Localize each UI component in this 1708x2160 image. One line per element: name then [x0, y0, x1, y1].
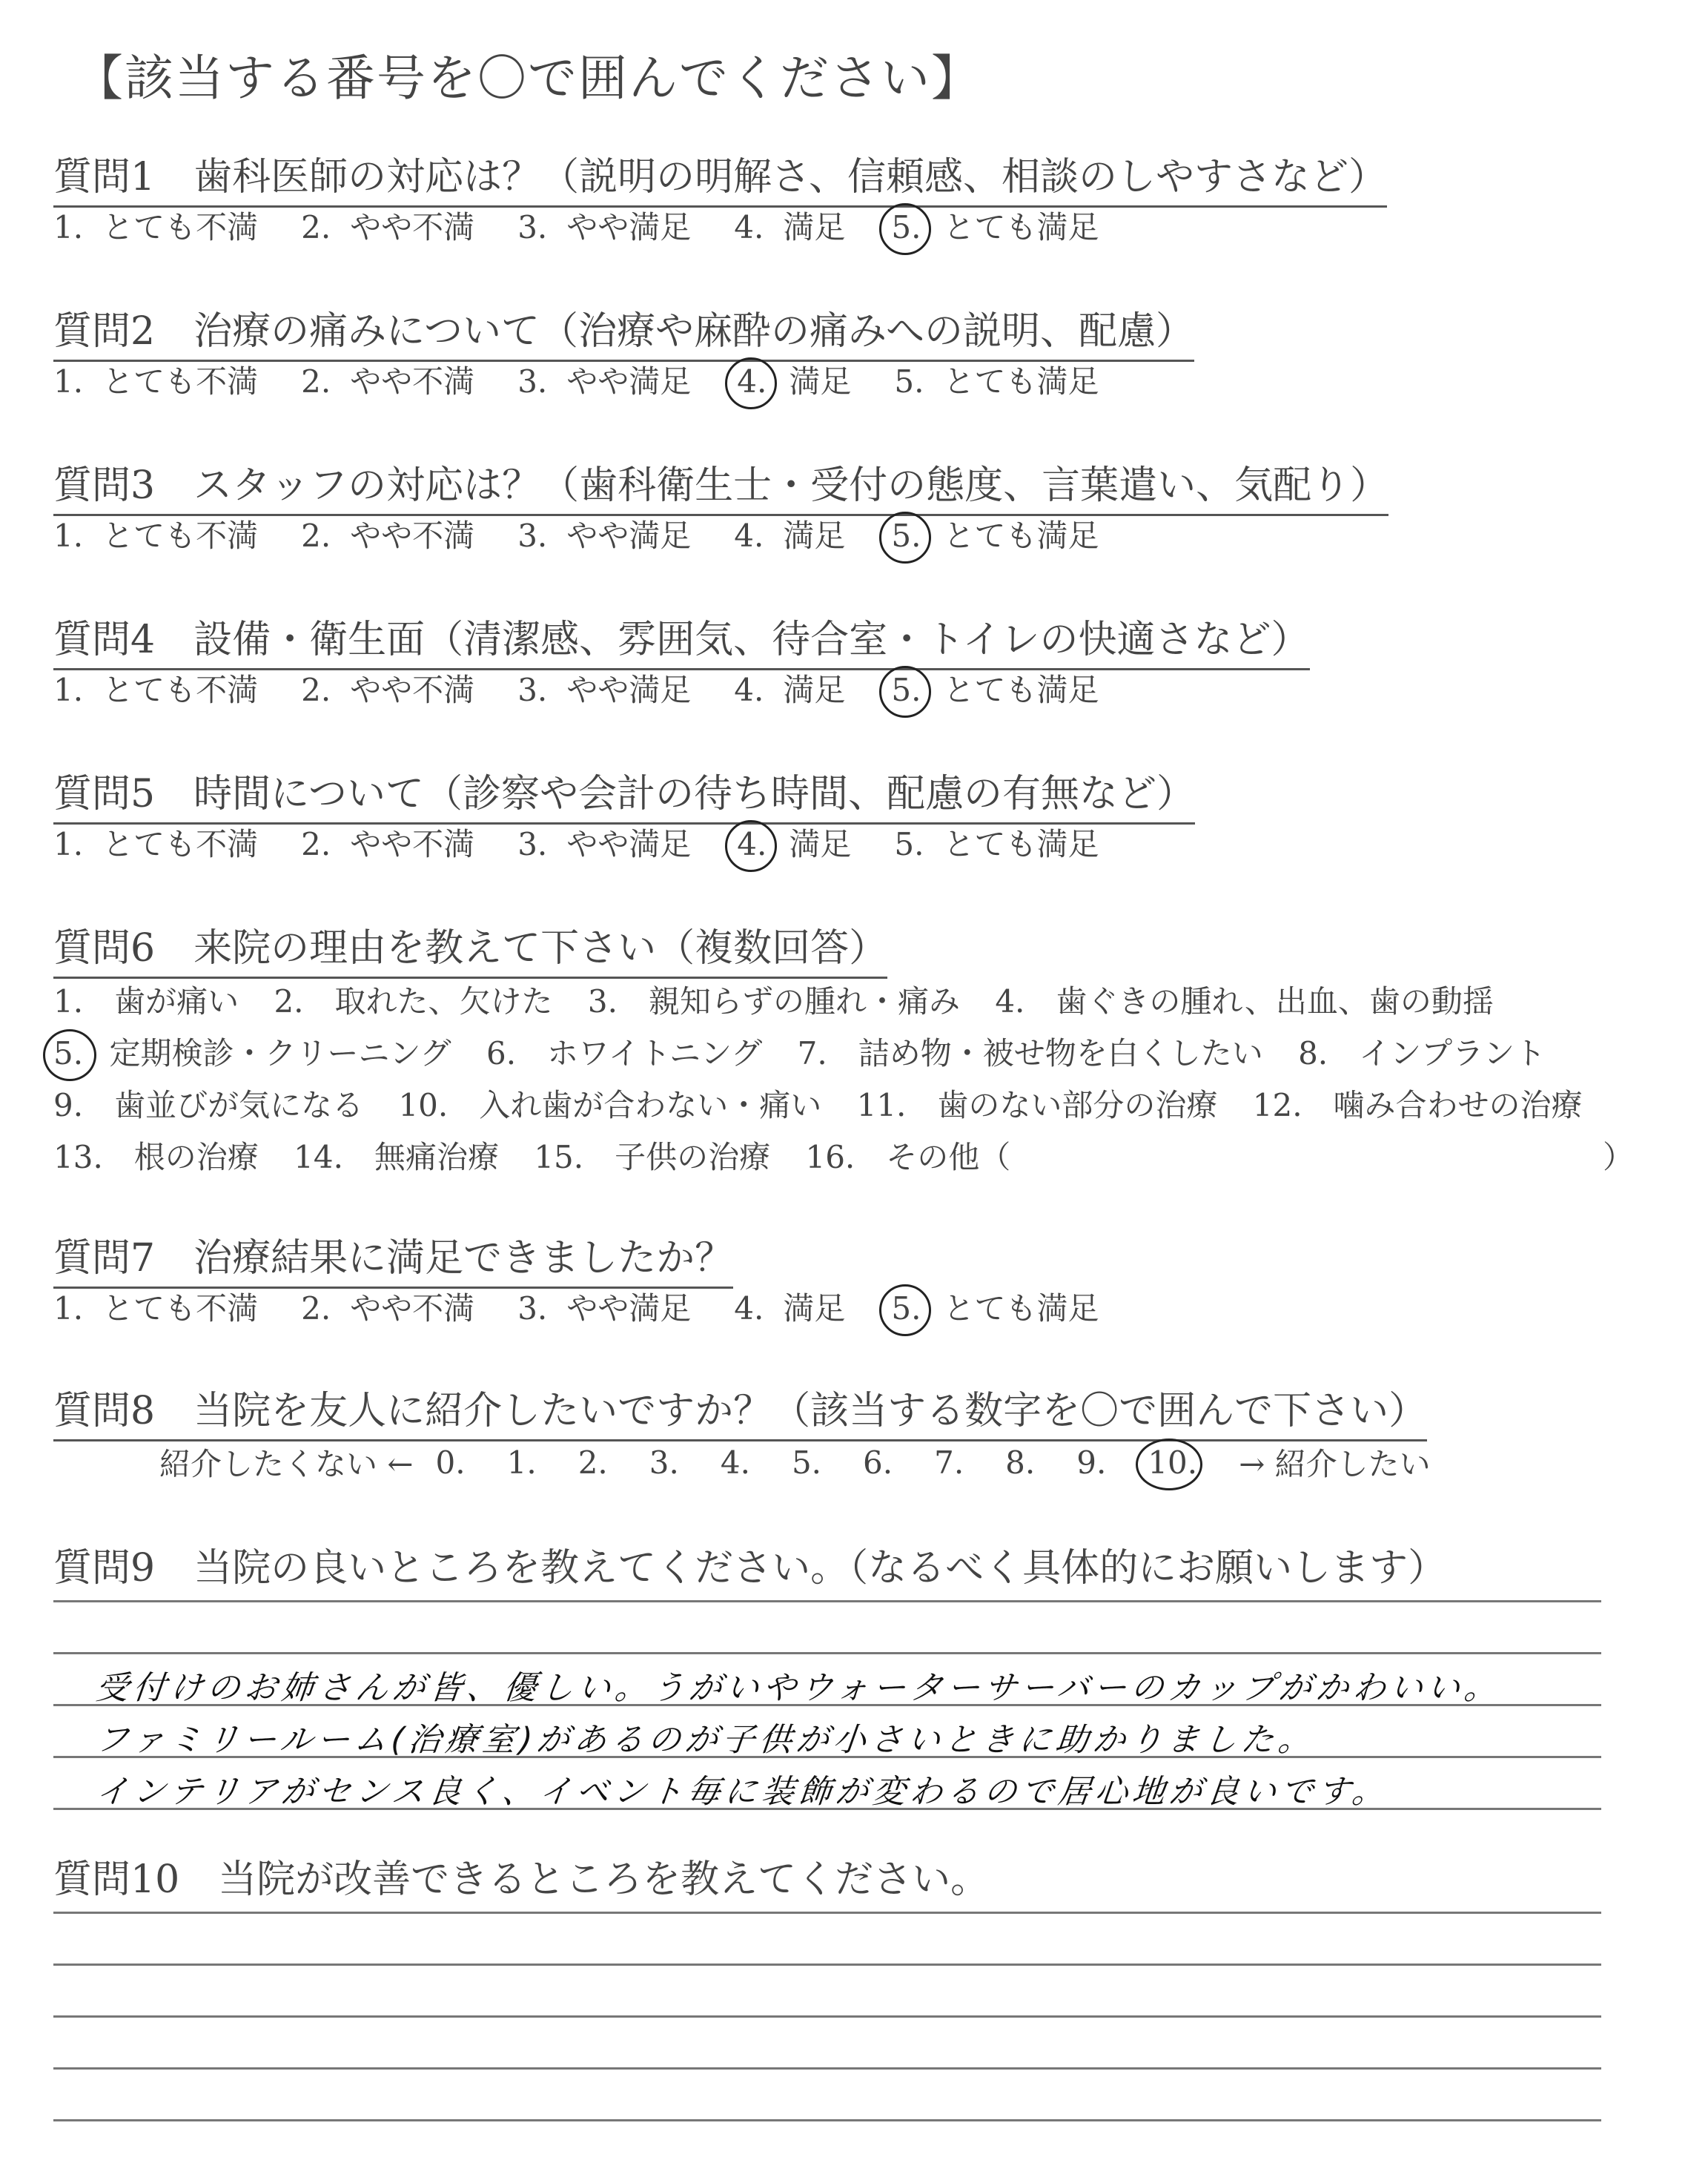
rating-number: 2. — [301, 518, 331, 554]
rating-label: とても満足 — [943, 1290, 1099, 1327]
rating-option[interactable] — [888, 203, 1099, 248]
rating-number: 1. — [53, 518, 84, 554]
other-close-paren: ） — [1603, 1139, 1635, 1175]
question-7-choices — [53, 1284, 1142, 1329]
handwritten-answer-line-3: インテリアがセンス良く、イベント毎に装飾が変わるので居心地が良いです。 — [93, 1773, 1391, 1811]
rating-label: やや満足 — [566, 209, 692, 245]
rating-label: やや満足 — [566, 826, 692, 862]
rating-label: 満足 — [783, 1290, 846, 1327]
scale-value[interactable]: 8. — [1005, 1444, 1036, 1481]
rating-label: やや不満 — [350, 1290, 475, 1327]
rating-number: 1. — [53, 672, 84, 708]
reason-option[interactable]: 14. 無痛治療 — [294, 1139, 499, 1175]
answer-line — [53, 1808, 1601, 1810]
rating-option[interactable] — [301, 1284, 474, 1329]
reason-option-other[interactable]: 16. その他（ — [805, 1139, 1011, 1175]
rating-option[interactable] — [888, 666, 1099, 710]
rating-number-circled: 5. — [888, 672, 924, 708]
rating-number-circled: 5. — [888, 1290, 924, 1327]
rating-option[interactable] — [734, 820, 851, 865]
scale-value[interactable]: 0. — [435, 1444, 466, 1481]
rating-option[interactable] — [301, 512, 474, 556]
rating-option[interactable] — [894, 357, 1099, 402]
rating-number: 4. — [734, 518, 764, 554]
answer-line — [53, 2015, 1601, 2018]
question-9-title: 質問9 当院の良いところを教えてください。（なるべく具体的にお願いします） — [53, 1546, 1447, 1591]
reason-option[interactable]: 3. 親知らずの腫れ・痛み — [587, 983, 960, 1020]
handwritten-answer-line-1: 受付けのお姉さんが皆、優しい。うがいやウォーターサーバーのカップがかわいい。 — [93, 1669, 1503, 1707]
answer-line — [53, 2119, 1601, 2121]
scale-value[interactable]: 5. — [791, 1444, 822, 1481]
rating-option[interactable] — [53, 666, 258, 710]
rating-label: とても満足 — [943, 672, 1099, 708]
question-1-title: 質問1 歯科医師の対応は？（説明の明解さ、信頼感、相談のしやすさなど） — [53, 145, 1387, 208]
rating-label: 満足 — [783, 672, 846, 708]
answer-line — [53, 1704, 1601, 1706]
rating-label: 満足 — [789, 363, 852, 400]
rating-option[interactable] — [894, 820, 1099, 865]
question-6-row-3 — [53, 1081, 1608, 1126]
scale-right-label: → 紹介したい — [1239, 1446, 1431, 1482]
rating-number: 3. — [517, 1290, 548, 1327]
handwritten-answer-line-2: ファミリールーム(治療室)があるのが子供が小さいときに助かりました。 — [93, 1721, 1317, 1759]
question-6-row-2 — [53, 1029, 1571, 1074]
rating-option[interactable] — [53, 1284, 258, 1329]
rating-number: 3. — [517, 363, 548, 400]
rating-label: やや満足 — [566, 672, 692, 708]
scale-value[interactable]: 3. — [649, 1444, 679, 1481]
rating-number: 2. — [301, 209, 331, 245]
scale-left-label: 紹介したくない ← — [159, 1446, 414, 1482]
answer-line — [53, 1912, 1601, 1914]
answer-line — [53, 1964, 1601, 1966]
rating-option[interactable] — [517, 666, 691, 710]
reason-option[interactable]: 2. 取れた、欠けた — [274, 983, 553, 1020]
rating-option[interactable] — [734, 1284, 845, 1329]
rating-option[interactable] — [301, 820, 474, 865]
scale-values — [436, 1444, 1239, 1481]
reason-option[interactable]: 1. 歯が痛い — [53, 983, 239, 1020]
question-4-title: 質問4 設備・衛生面（清潔感、雰囲気、待合室・トイレの快適さなど） — [53, 608, 1310, 670]
rating-option[interactable] — [888, 1284, 1099, 1329]
question-6-row-1 — [53, 977, 1519, 1022]
rating-number: 4. — [734, 1290, 764, 1327]
rating-number: 4. — [734, 209, 764, 245]
question-5-choices — [53, 820, 1142, 865]
rating-option[interactable] — [734, 512, 845, 556]
rating-label: とても不満 — [102, 1290, 259, 1327]
scale-value[interactable]: 4. — [720, 1444, 750, 1481]
scale-value[interactable]: 7. — [934, 1444, 964, 1481]
reason-option[interactable]: 8. インプラント — [1298, 1035, 1546, 1071]
question-6-row-4 — [53, 1133, 1635, 1178]
rating-number-circled: 4. — [734, 826, 769, 862]
answer-line — [53, 1652, 1601, 1654]
rating-number-circled: 5. — [888, 518, 924, 554]
question-7-title: 質問7 治療結果に満足できましたか？ — [53, 1226, 733, 1289]
rating-label: とても満足 — [943, 363, 1099, 400]
rating-label: とても不満 — [102, 209, 259, 245]
answer-line — [53, 2067, 1601, 2070]
rating-label: とても不満 — [102, 826, 259, 862]
rating-option[interactable] — [53, 820, 258, 865]
rating-option[interactable] — [517, 203, 691, 248]
rating-label: やや満足 — [566, 1290, 692, 1327]
rating-label: とても不満 — [102, 363, 259, 400]
question-8-title: 質問8 当院を友人に紹介したいですか？（該当する数字を〇で囲んで下さい） — [53, 1379, 1427, 1441]
rating-option[interactable] — [53, 203, 258, 248]
question-2-choices — [53, 357, 1142, 402]
reason-option[interactable]: 定期検診・クリーニング — [109, 1035, 451, 1071]
reason-option[interactable]: 9. 歯並びが気になる — [53, 1087, 364, 1123]
rating-option[interactable] — [888, 512, 1099, 556]
rating-number: 5. — [894, 363, 924, 400]
rating-label: やや不満 — [350, 826, 475, 862]
reason-option[interactable]: 13. 根の治療 — [53, 1139, 259, 1175]
rating-number: 1. — [53, 363, 84, 400]
rating-label: とても満足 — [943, 209, 1099, 245]
question-3-title: 質問3 スタッフの対応は？（歯科衛生士・受付の態度、言葉遣い、気配り） — [53, 454, 1388, 516]
scale-value[interactable]: 2. — [577, 1444, 608, 1481]
rating-number: 3. — [517, 209, 548, 245]
rating-label: とても満足 — [943, 518, 1099, 554]
rating-option[interactable] — [517, 512, 691, 556]
scale-value[interactable]: 6. — [863, 1444, 893, 1481]
scale-value-circled[interactable]: 10. — [1148, 1444, 1198, 1481]
rating-option[interactable] — [517, 357, 691, 402]
question-5-title: 質問5 時間について（診察や会計の待ち時間、配慮の有無など） — [53, 762, 1195, 825]
rating-label: とても満足 — [943, 826, 1099, 862]
rating-label: とても不満 — [102, 672, 259, 708]
rating-option[interactable] — [734, 666, 845, 710]
scale-value[interactable]: 9. — [1076, 1444, 1107, 1481]
rating-option[interactable] — [734, 203, 845, 248]
rating-label: 満足 — [783, 518, 846, 554]
rating-option[interactable] — [517, 1284, 691, 1329]
question-1-choices — [53, 203, 1142, 248]
rating-label: やや不満 — [350, 209, 475, 245]
rating-option[interactable] — [53, 512, 258, 556]
rating-number: 2. — [301, 363, 331, 400]
rating-label: やや不満 — [350, 518, 475, 554]
rating-number: 2. — [301, 672, 331, 708]
question-4-choices — [53, 666, 1142, 710]
rating-number: 2. — [301, 826, 331, 862]
question-8-scale — [159, 1440, 1453, 1484]
rating-label: 満足 — [789, 826, 852, 862]
rating-number: 3. — [517, 826, 548, 862]
rating-option[interactable] — [517, 820, 691, 865]
reason-option[interactable]: 7. 詰め物・被せ物を白くしたい — [797, 1035, 1263, 1071]
scale-value[interactable]: 1. — [506, 1444, 537, 1481]
rating-label: とても不満 — [102, 518, 259, 554]
page-title: 【該当する番号を〇で囲んでください】 — [74, 50, 982, 107]
reason-option[interactable]: 12. 噛み合わせの治療 — [1252, 1087, 1583, 1123]
rating-number-circled: 5. — [888, 209, 924, 245]
rating-number: 1. — [53, 209, 84, 245]
reason-option-selected-number[interactable]: 5. — [53, 1035, 84, 1071]
reason-option[interactable]: 6. ホワイトニング — [486, 1035, 763, 1071]
rating-option[interactable] — [53, 357, 258, 402]
reason-option[interactable]: 4. 歯ぐきの腫れ、出血、歯の動揺 — [995, 983, 1494, 1020]
question-6-title: 質問6 来院の理由を教えて下さい（複数回答） — [53, 916, 887, 979]
question-2-title: 質問2 治療の痛みについて（治療や麻酔の痛みへの説明、配慮） — [53, 300, 1194, 362]
question-10-title: 質問10 当院が改善できるところを教えてください。 — [53, 1857, 990, 1902]
question-3-choices — [53, 512, 1142, 556]
rating-number: 2. — [301, 1290, 331, 1327]
rating-label: やや不満 — [350, 672, 475, 708]
rating-option[interactable] — [301, 666, 474, 710]
rating-option[interactable] — [301, 357, 474, 402]
rating-label: 満足 — [783, 209, 846, 245]
rating-label: やや満足 — [566, 363, 692, 400]
rating-number-circled: 4. — [734, 363, 769, 400]
reason-option[interactable]: 10. 入れ歯が合わない・痛い — [398, 1087, 822, 1123]
answer-line — [53, 1600, 1601, 1602]
rating-number: 5. — [894, 826, 924, 862]
reason-option[interactable]: 15. 子供の治療 — [534, 1139, 771, 1175]
rating-number: 3. — [517, 672, 548, 708]
rating-option[interactable] — [734, 357, 851, 402]
rating-label: やや満足 — [566, 518, 692, 554]
rating-label: やや不満 — [350, 363, 475, 400]
rating-number: 1. — [53, 826, 84, 862]
answer-line — [53, 1756, 1601, 1758]
reason-option[interactable]: 11. 歯のない部分の治療 — [856, 1087, 1218, 1123]
rating-option[interactable] — [301, 203, 474, 248]
rating-number: 4. — [734, 672, 764, 708]
rating-number: 3. — [517, 518, 548, 554]
rating-number: 1. — [53, 1290, 84, 1327]
